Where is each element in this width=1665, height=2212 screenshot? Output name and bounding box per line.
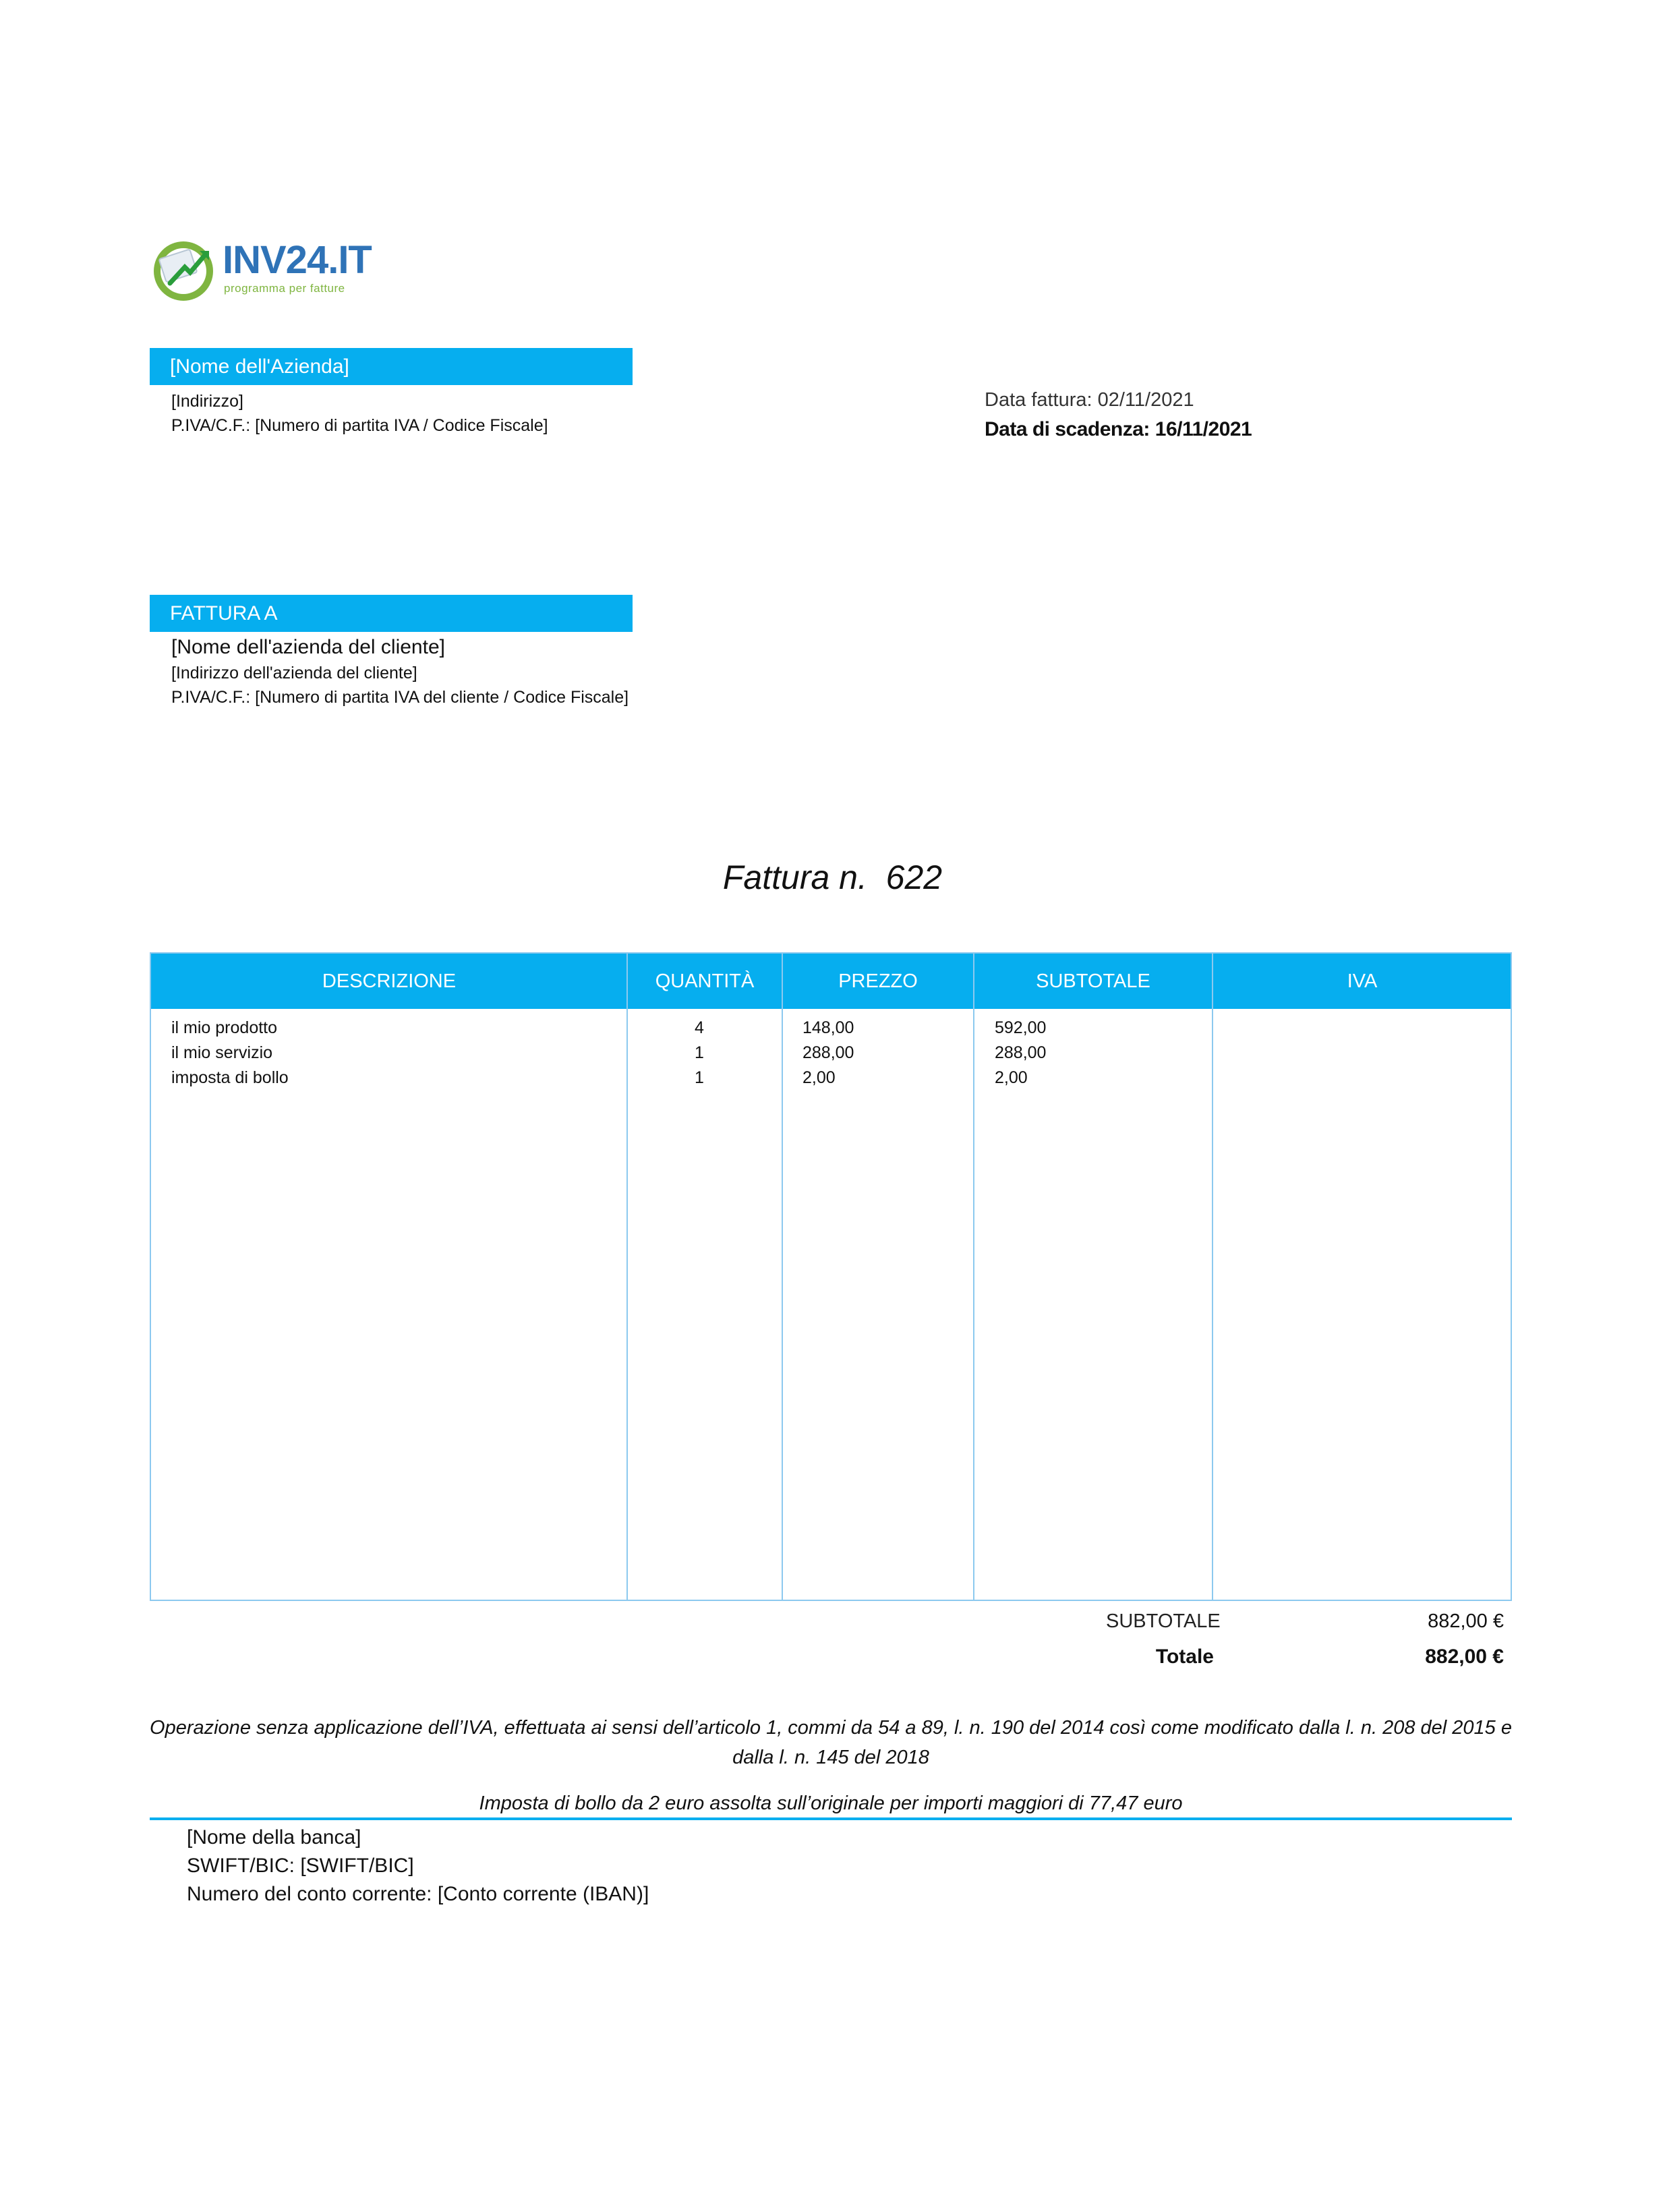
row-description: il mio servizio	[171, 1043, 273, 1062]
bill-to-header: FATTURA A	[150, 595, 633, 632]
logo-brand: INV24.IT	[223, 238, 372, 282]
table-body	[151, 1016, 1511, 1090]
company-logo	[150, 236, 372, 310]
row-price: 148,00	[802, 1018, 854, 1037]
header-quantity: QUANTITÀ	[655, 970, 755, 992]
bank-name: [Nome della banca]	[187, 1826, 361, 1849]
row-description: il mio prodotto	[171, 1018, 278, 1037]
header-price: PREZZO	[838, 970, 918, 992]
company-vat: P.IVA/C.F.: [Numero di partita IVA / Codice Fiscale]	[171, 416, 548, 435]
row-price: 288,00	[802, 1043, 854, 1062]
subtotal-value: 882,00 €	[1428, 1610, 1504, 1632]
total-value: 882,00 €	[1425, 1646, 1504, 1668]
row-quantity: 1	[695, 1043, 704, 1062]
subtotal-label: SUBTOTALE	[1106, 1610, 1221, 1632]
company-info	[171, 389, 548, 438]
logo-tagline: programma per fatture	[224, 282, 345, 295]
company-address: [Indirizzo]	[171, 392, 243, 411]
company-name-bar: [Nome dell'Azienda]	[150, 348, 633, 385]
logo-emblem-icon	[150, 236, 217, 303]
row-subtotal: 288,00	[995, 1043, 1047, 1062]
invoice-date: Data fattura: 02/11/2021	[985, 389, 1194, 411]
row-description: imposta di bollo	[171, 1068, 289, 1087]
client-address: [Indirizzo dell'azienda del cliente]	[171, 664, 417, 682]
header-description: DESCRIZIONE	[322, 970, 457, 992]
bank-account: Numero del conto corrente: [Conto corrente (IBAN)]	[187, 1883, 649, 1905]
client-info	[171, 634, 630, 709]
vat-exemption-note: Operazione senza applicazione dell’IVA, effettuata ai sensi dell’articolo 1, commi da 54 a 89, l. n. 190 del 2014 così come modificato dalla l. n. 208 del 2015 e dalla l. n. 145 del 2018	[150, 1717, 1512, 1768]
client-vat: P.IVA/C.F.: [Numero di partita IVA del cliente / Codice Fiscale]	[171, 688, 629, 707]
total-label: Totale	[1155, 1646, 1214, 1668]
row-quantity: 4	[695, 1018, 704, 1037]
bank-swift: SWIFT/BIC: [SWIFT/BIC]	[187, 1855, 414, 1877]
due-date: Data di scadenza: 16/11/2021	[985, 418, 1252, 440]
table-row	[151, 1016, 1511, 1041]
table-row	[151, 1066, 1511, 1090]
items-table	[150, 952, 1512, 1601]
row-price: 2,00	[802, 1068, 836, 1087]
row-quantity: 1	[695, 1068, 704, 1087]
invoice-title: Fattura n. 622	[722, 858, 943, 896]
row-subtotal: 592,00	[995, 1018, 1047, 1037]
row-subtotal: 2,00	[995, 1068, 1028, 1087]
bank-details	[187, 1824, 649, 1909]
client-name: [Nome dell'azienda del cliente]	[171, 636, 445, 658]
header-subtotal: SUBTOTALE	[1036, 970, 1150, 992]
header-vat: IVA	[1347, 970, 1378, 992]
divider-line	[150, 1817, 1512, 1820]
table-row	[151, 1041, 1511, 1066]
table-header	[151, 954, 1511, 1009]
stamp-duty-note: Imposta di bollo da 2 euro assolta sull’originale per importi maggiori di 77,47 euro	[479, 1793, 1183, 1814]
